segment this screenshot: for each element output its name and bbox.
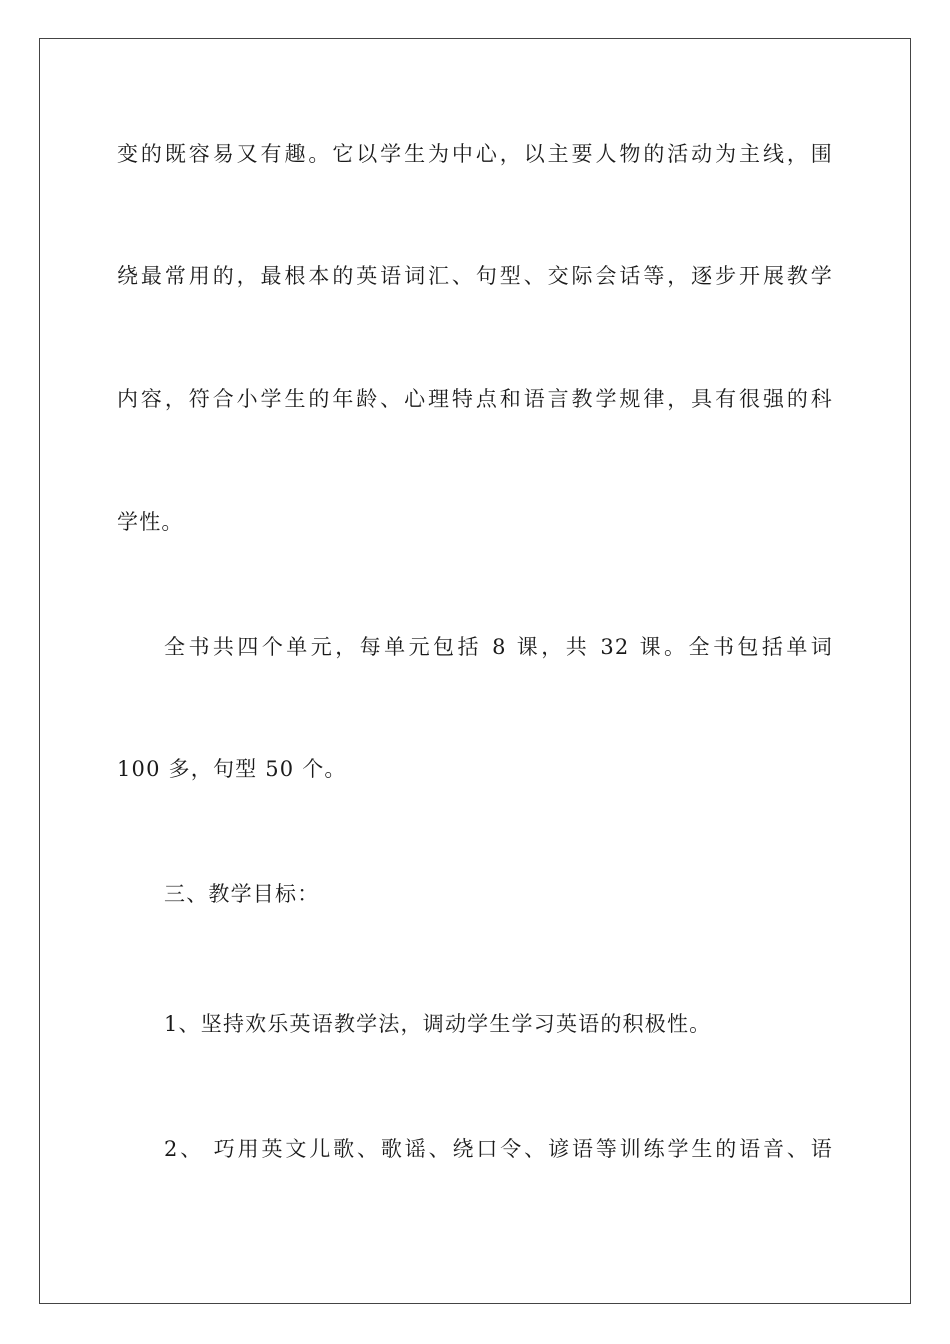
paragraph-line: 全书共四个单元，每单元包括 8 课，共 32 课。全书包括单词 — [164, 635, 833, 659]
list-item: 2、 巧用英文儿歌、歌谣、绕口令、谚语等训练学生的语音、语 — [164, 1137, 833, 1161]
paragraph-line: 学性。 — [117, 510, 184, 534]
section-heading: 三、教学目标： — [164, 882, 320, 906]
paragraph-line: 绕最常用的，最根本的英语词汇、句型、交际会话等，逐步开展教学 — [117, 264, 833, 288]
paragraph-line: 内容，符合小学生的年龄、心理特点和语言教学规律，具有很强的科 — [117, 387, 833, 411]
list-item: 1、坚持欢乐英语教学法，调动学生学习英语的积极性。 — [164, 1012, 712, 1036]
page-frame — [39, 38, 911, 1304]
paragraph-line: 变的既容易又有趣。它以学生为中心，以主要人物的活动为主线，围 — [117, 142, 833, 166]
paragraph-line: 100 多，句型 50 个。 — [117, 757, 347, 781]
